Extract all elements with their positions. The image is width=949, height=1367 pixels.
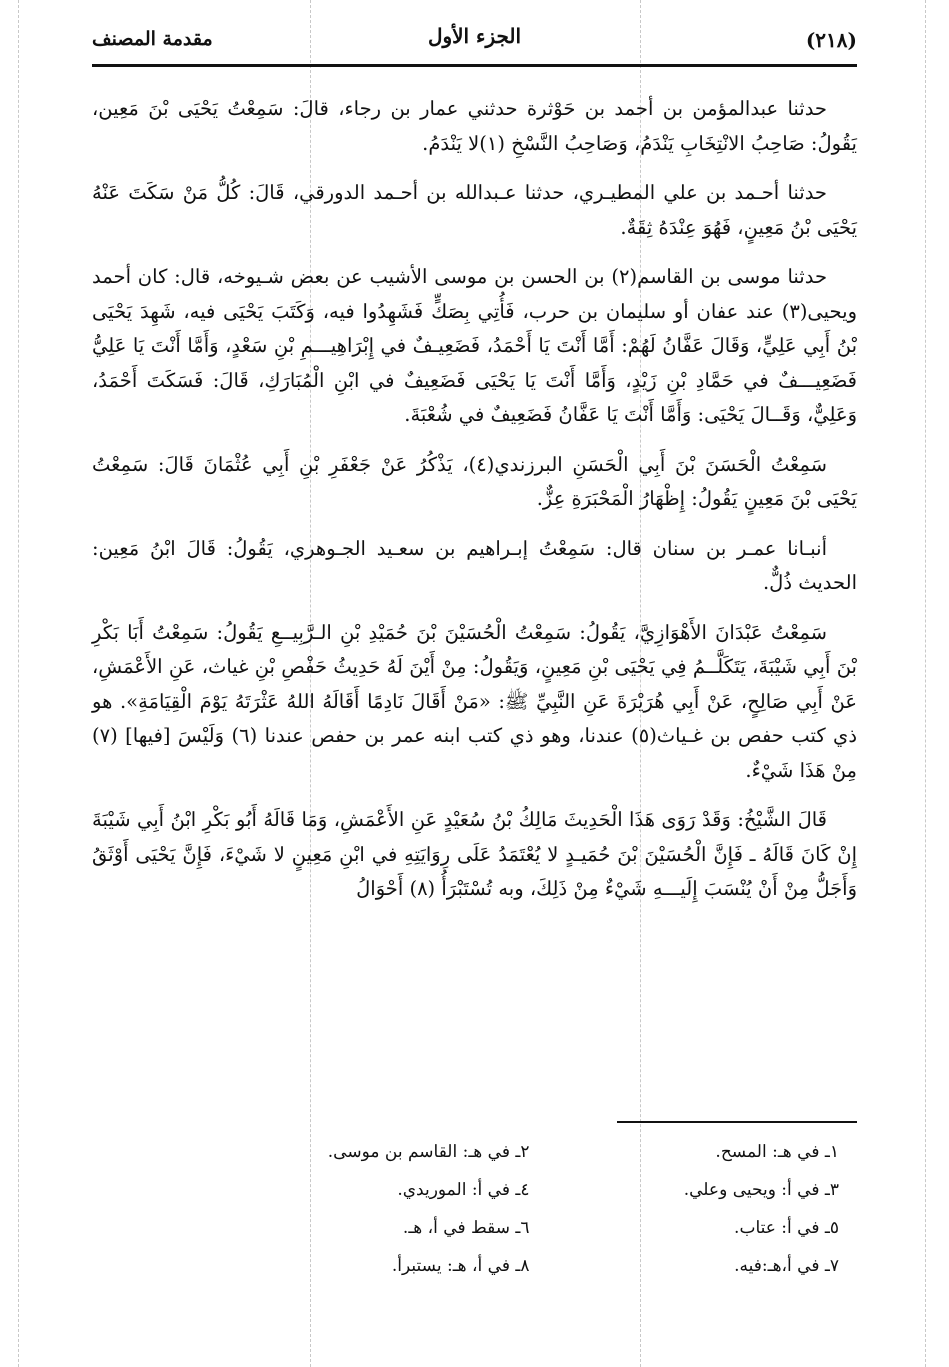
main-text (92, 92, 857, 922)
paragraph: حدثنا موسى بن القاسم(٢) بن الحسن بن موسى الأشيب عن بعض شـيوخه، قال: كان أحمد ويحيى(٣) عند عفان أو سليمان بن حرب، فَأُتِي بِصَكٍّ فَشَهِدُوا فيه، وَكَتَبَ يَحْيَى فيه، شَهِدَ يَحْيَى بْنُ أَبِي عَلِيٍّ، وَقَالَ عَفَّانُ لَهُمْ: أَمَّا أَنْتَ يَا أَحْمَدُ، فَضَعِيـفٌ في إِبْرَاهِيـــمِ بْنِ سَعْدٍ، وَأَمَّا أَنْتَ يَا عَلِيُّ فَضَعِيـــفٌ في حَمَّادِ بْنِ زَيْدٍ، وَأَمَّا أَنْتَ يَا يَحْيَى فَضَعِيفٌ في ابْنِ الْمُبَارَكِ، قَالَ: فَسَكَتَ أَحْمَدُ، وَعَلِيٌّ، وَقَــالَ يَحْيَى: وَأَمَّا أَنْتَ يَا عَفَّانُ فَضَعِيفٌ في شُعْبَةَ. (92, 265, 857, 426)
footnote: ١ـ في هـ: المسح. (715, 1142, 839, 1162)
section-title: مقدمة المصنف (92, 28, 213, 50)
scan-guide-line (18, 0, 19, 1367)
paragraph: أنبـانا عمـر بن سنان قال: سَمِعْتُ إبـراهيم بن سعـيد الجـوهري، يَقُولُ: قَالَ ابْنُ مَعِين: الحديث ذُلٌّ. (92, 536, 857, 594)
paragraph: حدثنا عبدالمؤمن بن أحمد بن حَوْثرة حدثني عمار بن رجاء، قالَ: سَمِعْتُ يَحْيَى بْنَ مَعِين، يَقُولُ: صَاحِبُ الانْتِخَابِ يَنْدَمُ، وَصَاحِبُ النَّسْخِ (١)لا يَنْدَمُ. (92, 97, 857, 155)
scan-guide-line (925, 0, 926, 1367)
footnote: ٨ـ في أ، هـ: يستبرأ. (391, 1256, 530, 1276)
paragraph: حدثنا أحـمد بن علي المطيـري، حدثنا عـبدالله بن أحـمد الدورقي، قَالَ: كُلُّ مَنْ سَكَتَ عَنْهُ يَحْيَى بْنُ مَعِينٍ، فَهُوَ عِنْدَهُ ثِقَةٌ. (92, 181, 857, 239)
part-title: الجزء الأول (427, 24, 522, 48)
footnote: ٧ـ في أ،هـ:فيه. (734, 1256, 839, 1276)
footnote: ٢ـ في هـ: القاسم بن موسى. (327, 1142, 530, 1162)
footnote: ٣ـ في أ: ويحيى وعلي. (683, 1180, 839, 1200)
footnotes (260, 1140, 839, 1278)
header-divider (92, 64, 857, 67)
footnote: ٥ـ في أ: عتاب. (734, 1218, 839, 1238)
footnote-divider (617, 1121, 857, 1123)
paragraph: قَالَ الشَّيْخُ: وَقَدْ رَوَى هَذَا الْحَدِيثَ مَالِكُ بْنُ سُعَيْدٍ عَنِ الأَعْمَشِ، وَمَا قَالَهُ أَبُو بَكْرِ ابْنُ أَبِي شَيْبَةَ إِنْ كَانَ قَالَهُ ـ فَإِنَّ الْحُسَيْنَ بْنَ حُمَيـدٍ لا يُعْتَمَدُ عَلَى رِوَايَتِهِ في ابْنِ مَعِينٍ لا شَيْءَ، فَإِنَّ يَحْيَى أَوْثَقُ وَأَجَلُّ مِنْ أَنْ يُنْسَبَ إِلَيـــهِ شَيْءٌ مِنْ ذَلِكَ، وبه تُسْتَبْرَأُ (٨) أَحْوَالُ (92, 808, 857, 900)
page-header (92, 22, 857, 62)
paragraph: سَمِعْتُ عَبْدَانَ الأَهْوَازِيَّ، يَقُولُ: سَمِعْتُ الْحُسَيْنَ بْنَ حُمَيْدِ بْنِ الـرَّبِيــعِ يَقُولُ: سَمِعْتُ أَبَا بَكْرِ بْنَ أَبِي شَيْبَةَ، يَتَكَلَّــمُ فِي يَحْيَى بْنِ مَعِينٍ، وَيَقُولُ: مِنْ أَيْنَ لَهُ حَدِيثُ حَفْصِ بْنِ غياث، عَنِ الأَعْمَشِ، عَنْ أَبِي صَالِحٍ، عَنْ أَبِي هُرَيْرَةَ عَنِ النَّبِيِّ ﷺ: «مَنْ أَقَالَ نَادِمًا أَقَالَهُ اللهُ عَثْرَتَهُ يَوْمَ الْقِيَامَةِ». هو ذي كتب حفص بن غـياث(٥) عندنا، وهو ذي كتب ابنه عمر بن حفص عندنا (٦) وَلَيْسَ [فيها] (٧) مِنْ هَذَا شَيْءٌ. (92, 620, 858, 782)
page-number: (٢١٨) (805, 28, 857, 52)
paragraph: سَمِعْتُ الْحَسَنَ بْنَ أَبِي الْحَسَنِ البرزندي(٤)، يَذْكُرُ عَنْ جَعْفَرِ بْنِ أَبِي عُثْمَانَ قَالَ: سَمِعْتُ يَحْيَى بْنَ مَعِينٍ يَقُولُ: إِظْهَارُ الْمَحْبَرَةِ عِزٌّ. (92, 452, 857, 510)
footnote: ٦ـ سقط في أ، هـ. (402, 1218, 530, 1238)
footnote: ٤ـ في أ: الموريدي. (397, 1180, 530, 1200)
